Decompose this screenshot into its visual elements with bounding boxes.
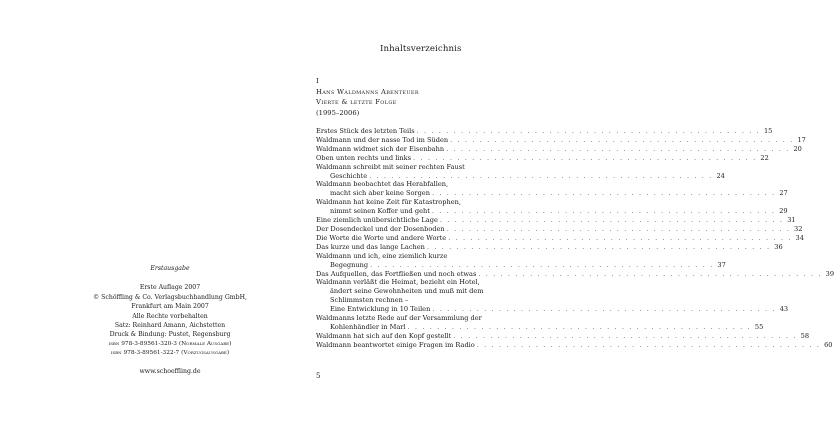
dot-leader: . . . . . . . . . . . . . . . . . . . . . . . . . . . . . . . . . . . . . . . . . . . . . . .: [370, 260, 714, 269]
toc-entry[interactable]: [316, 278, 789, 314]
isbn-line: isbn 978-3-89561-320-3 (Normale Ausgabe): [108, 340, 232, 347]
toc-entry-page: 58: [800, 331, 810, 340]
toc-entry[interactable]: [316, 127, 773, 136]
toc-entry-title: Waldmann beobachtet das Herabfallen,: [316, 180, 449, 189]
toc-entry-page: 39: [825, 269, 834, 278]
toc-entry-title: Waldmann schreibt mit seiner rechten Faust: [316, 162, 465, 171]
toc-entry-title: Waldmann verläßt die Heimat, bezieht ein Hotel,: [316, 278, 480, 287]
dot-leader: . . . . . . . . . . . . . . . . . . . . . . . . . . . . . . . . . . . . . . . . . . . . . . .: [432, 305, 777, 314]
toc-entry-page: 20: [793, 144, 802, 153]
toc-entry-title: Waldmann widmet sich der Eisenbahn: [316, 144, 445, 153]
dot-leader: . . . . . . . . . . . . . . . . . . . . . . . . . . . . . . . . . . . . . . . . . . . . . . .: [416, 127, 761, 135]
toc-entry[interactable]: [316, 251, 726, 270]
toc-entry-title: Waldmanns letzte Rede auf der Versammlung der: [316, 314, 482, 323]
toc-entry-page: 55: [754, 322, 764, 331]
toc-entry-title: Erstes Stück des letzten Teils: [316, 127, 415, 135]
imprint-line: © Schöffling & Co. Verlagsbuchhandlung GmbH,: [93, 293, 247, 301]
dot-leader: . . . . . . . . . . . . . . . . . . . . . . . . . . . . . . . . . . . . . . . . . . . . . . .: [413, 153, 757, 162]
toc-entry-title: Eine Entwicklung in 10 Teilen: [330, 305, 431, 314]
toc-entry-title: Geschichte: [330, 171, 368, 180]
toc-entry[interactable]: [316, 144, 802, 154]
imprint-line: Druck & Bindung: Pustet, Regensburg: [109, 331, 231, 339]
toc-entry-page: 15: [763, 127, 773, 135]
isbn-line: isbn 978-3-89561-322-7 (Vorzugsausgabe): [110, 350, 230, 357]
dot-leader: . . . . . . . . . . . . . . . . . . . . . . . . . . . . . . . . . . . . . . . . . . . . . . .: [446, 224, 791, 233]
toc-entry-page: 17: [797, 135, 806, 144]
toc-entry-page: 24: [716, 171, 725, 180]
toc-entry[interactable]: [316, 162, 725, 181]
toc-entry-page: 37: [717, 260, 726, 269]
imprint-line: Erste Auflage 2007: [139, 284, 201, 292]
dot-leader: . . . . . . . . . . . . . . . . . . . . . . . . . . . . . . . . . . . . . . . . . . . . . . .: [453, 331, 798, 340]
toc-entry-title: Das kurze und das lange Lachen: [316, 242, 425, 251]
toc-entry-title: Waldmann hat sich auf den Kopf gestellt: [316, 331, 452, 340]
dot-leader: . . . . . . . . . . . . . . . . . . . . . . . . . . . . . . . . . . . . . . . . . . . . . . .: [431, 189, 776, 198]
toc-entry[interactable]: [316, 269, 834, 279]
toc-entry-title: Oben unten rechts und links: [316, 153, 412, 162]
toc-entry-title: Eine ziemlich unübersichtliche Lage: [316, 216, 438, 225]
toc-entry-title: Das Aufquellen, das Fortfließen und noch etwas: [316, 269, 477, 278]
toc-entry-page: 29: [779, 207, 788, 216]
toc-entry-title: Begegnung: [330, 260, 369, 269]
toc-entry-title: Waldmann hat keine Zeit für Katastrophen,: [316, 198, 461, 207]
dot-leader: . . . . . . . . . . . . . . . . . . . . . . . . . . . . . . . . . . . . . . . . . . . . . . .: [450, 135, 794, 144]
toc-entry-title: Waldmann und ich, eine ziemlich kurze: [316, 251, 448, 260]
toc-entry-page: 60: [824, 340, 833, 349]
part-header: [316, 76, 419, 118]
toc-entry-title: Der Dosendeckel und der Dosenboden: [316, 224, 445, 233]
dot-leader: . . . . . . . . . . . . . . . . . . . . . . . . . . . . . . . . . . . . . . . . . . . . . . .: [439, 216, 784, 225]
toc-entry-page: 31: [787, 216, 796, 225]
page-number: 5: [316, 372, 321, 380]
toc-entry[interactable]: [316, 180, 788, 198]
imprint-block: [80, 264, 260, 376]
toc-entry-page: 27: [779, 189, 788, 198]
toc-entry-page: 36: [774, 242, 783, 251]
dot-leader: . . . . . . . . . . . . . . . . . . . . . . . . . . . . . . . . . . . . . . . . . . . . . . .: [369, 171, 713, 180]
dot-leader: . . . . . . . . . . . . . . . . . . . . . . . . . . . . . . . . . . . . . . . . . . . . . . .: [407, 322, 752, 331]
contents-heading: Inhaltsverzeichnis: [380, 44, 462, 54]
publisher-website: www.schoeffling.de: [139, 367, 201, 375]
toc-entry-title: Schlimmsten rechnen –: [330, 296, 409, 305]
part-title: Hans Waldmanns Abenteuer: [316, 87, 419, 96]
dot-leader: . . . . . . . . . . . . . . . . . . . . . . . . . . . . . . . . . . . . . . . . . . . . . . .: [478, 269, 823, 278]
toc-entry[interactable]: [316, 340, 833, 350]
toc-entry-page: 22: [760, 153, 769, 162]
toc-entry-page: 34: [795, 233, 804, 242]
toc-entry[interactable]: [316, 242, 783, 252]
dot-leader: . . . . . . . . . . . . . . . . . . . . . . . . . . . . . . . . . . . . . . . . . . . . . . .: [448, 233, 792, 242]
toc-entry[interactable]: [316, 153, 769, 163]
toc-entry-page: 43: [779, 305, 789, 314]
dot-leader: . . . . . . . . . . . . . . . . . . . . . . . . . . . . . . . . . . . . . . . . . . . . . . .: [446, 144, 790, 153]
toc-entry-title: Waldmann beantwortet einige Fragen im Radio: [316, 340, 475, 349]
toc-entry[interactable]: [316, 314, 764, 332]
toc-entry-title: nimmt seinen Koffer und geht: [330, 207, 430, 216]
toc-entry[interactable]: [316, 135, 806, 145]
part-subtitle: Vierte & letzte Folge: [316, 98, 397, 106]
imprint-line: Alle Rechte vorbehalten: [132, 312, 208, 320]
toc-entry[interactable]: [316, 224, 803, 234]
toc-entry[interactable]: [316, 233, 804, 243]
contents-page: [316, 0, 834, 424]
dot-leader: . . . . . . . . . . . . . . . . . . . . . . . . . . . . . . . . . . . . . . . . . . . . . . .: [426, 242, 771, 251]
part-years: (1995–2006): [316, 108, 360, 117]
imprint-line: Frankfurt am Main 2007: [131, 303, 209, 311]
toc-entry[interactable]: [316, 216, 796, 225]
part-number: I: [316, 77, 319, 85]
imprint-line: Satz: Reinhard Amann, Aichstetten: [114, 322, 226, 330]
edition-label: Erstausgabe: [150, 265, 190, 272]
dot-leader: . . . . . . . . . . . . . . . . . . . . . . . . . . . . . . . . . . . . . . . . . . . . . . .: [431, 207, 776, 216]
toc-entry-title: Waldmann und der nasse Tod im Süden: [316, 135, 449, 144]
toc-entry-title: ändert seine Gewohnheiten und muß mit dem: [330, 287, 484, 296]
toc-entry-page: 32: [794, 224, 803, 233]
toc-entry[interactable]: [316, 198, 788, 216]
toc-entry-title: Kohlenhändler in Marl: [330, 322, 406, 331]
toc-entry-title: Die Worte die Worte und andere Worte: [316, 233, 447, 242]
dot-leader: . . . . . . . . . . . . . . . . . . . . . . . . . . . . . . . . . . . . . . . . . . . . . . .: [476, 340, 821, 349]
toc-entry-title: macht sich aber keine Sorgen: [330, 189, 430, 198]
contents-list: [316, 127, 834, 350]
toc-entry[interactable]: [316, 331, 810, 341]
